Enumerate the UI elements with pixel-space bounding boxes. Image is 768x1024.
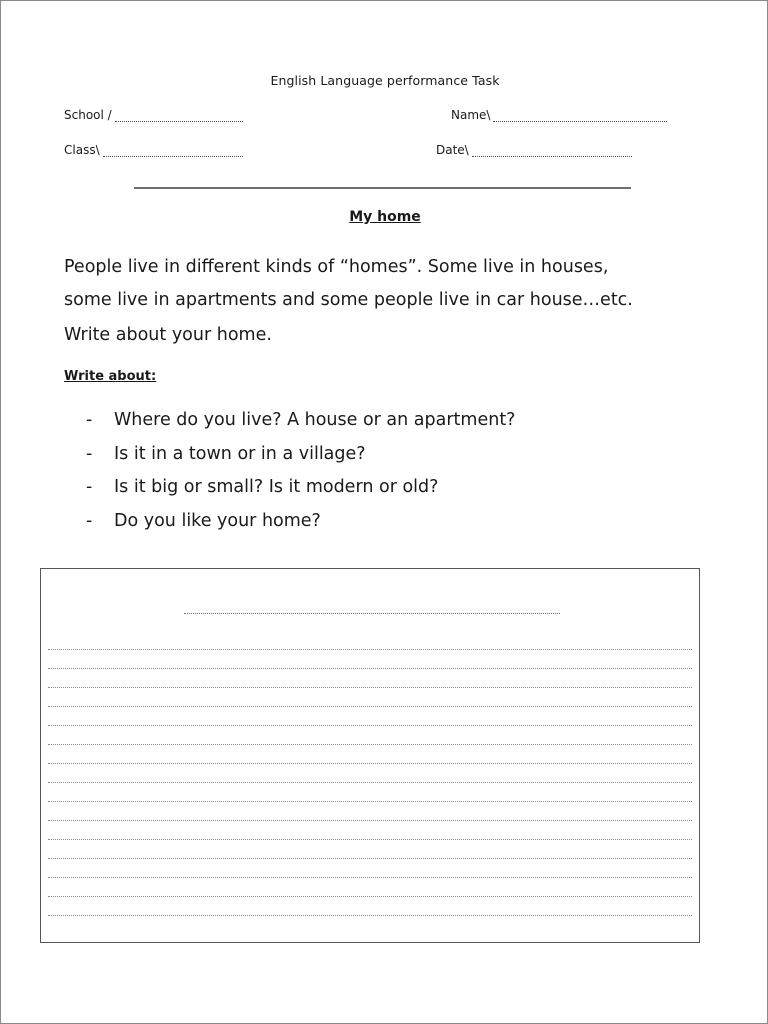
prompt-text: Do you like your home?: [114, 510, 321, 531]
bullet-dash: -: [86, 510, 93, 531]
writing-box[interactable]: [40, 568, 700, 943]
bullet-dash: -: [86, 477, 93, 497]
writing-line[interactable]: [48, 858, 692, 859]
prompt-item: [86, 505, 515, 539]
date-field: [436, 143, 632, 157]
prompt-text: Is it big or small? Is it modern or old?: [114, 477, 439, 497]
school-label: School /: [64, 108, 112, 122]
writing-line[interactable]: [48, 820, 692, 821]
writing-line[interactable]: [48, 687, 692, 688]
answer-title-line[interactable]: [184, 613, 560, 614]
name-field: [451, 108, 667, 122]
name-blank[interactable]: [493, 111, 667, 122]
prompt-list: [86, 404, 515, 538]
school-field: [64, 108, 243, 122]
prompt-item: [86, 471, 515, 505]
intro-paragraph: [64, 251, 714, 317]
instruction-text: Write about your home.: [64, 325, 272, 345]
intro-line: People live in different kinds of “homes”. Some live in houses,: [64, 257, 609, 277]
document-title: English Language performance Task: [270, 73, 500, 88]
writing-line[interactable]: [48, 744, 692, 745]
header-divider: [134, 187, 631, 189]
writing-line[interactable]: [48, 706, 692, 707]
prompt-text: Is it in a town or in a village?: [114, 443, 366, 464]
writing-line[interactable]: [48, 896, 692, 897]
name-label: Name\: [451, 108, 491, 122]
date-blank[interactable]: [472, 146, 632, 157]
bullet-dash: -: [86, 443, 93, 464]
writing-line[interactable]: [48, 782, 692, 783]
prompt-item: [86, 404, 515, 438]
bullet-dash: -: [86, 410, 93, 430]
prompt-text: Where do you live? A house or an apartment?: [114, 410, 516, 430]
class-field: [64, 143, 243, 157]
date-label: Date\: [436, 143, 469, 157]
prompt-item: [86, 438, 515, 472]
writing-line[interactable]: [48, 668, 692, 669]
writing-line[interactable]: [48, 915, 692, 916]
writing-line[interactable]: [48, 649, 692, 650]
class-label: Class\: [64, 143, 100, 157]
class-blank[interactable]: [103, 146, 243, 157]
writing-line[interactable]: [48, 877, 692, 878]
section-heading: My home: [349, 209, 421, 225]
intro-line: some live in apartments and some people live in car house…etc.: [64, 290, 633, 310]
school-blank[interactable]: [115, 111, 243, 122]
writing-line[interactable]: [48, 763, 692, 764]
writing-line[interactable]: [48, 725, 692, 726]
write-about-heading: Write about:: [64, 369, 157, 384]
writing-line[interactable]: [48, 801, 692, 802]
writing-line[interactable]: [48, 839, 692, 840]
